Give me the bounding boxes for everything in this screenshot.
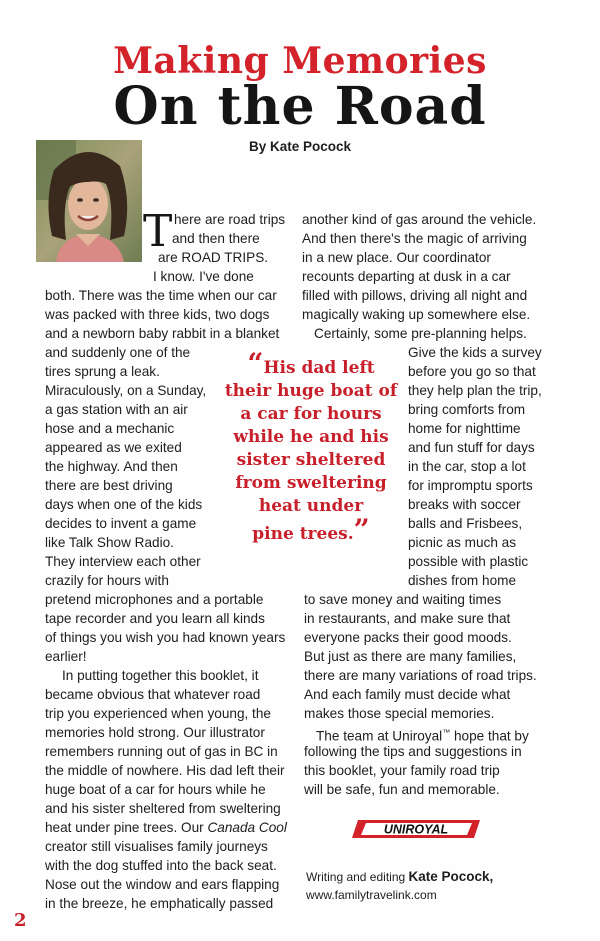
text-line: both. There was the time when our car (45, 288, 277, 303)
pull-quote-line: from sweltering (235, 473, 387, 493)
text-line: here are road trips (174, 212, 286, 227)
text-line: bring comforts from (408, 402, 526, 417)
text-line: earlier! (45, 649, 87, 664)
text-line: Nose out the window and ears flapping (45, 877, 280, 892)
text-line: recounts departing at dusk in a car (302, 269, 511, 284)
text-line: And then there's the magic of arriving (302, 231, 527, 246)
text-line: decides to invent a game (45, 516, 197, 531)
text-line: will be safe, fun and memorable. (304, 782, 500, 797)
text-line: hose and a mechanic (45, 421, 175, 436)
text-line: of things you wish you had known years (45, 630, 286, 645)
credits-name: Kate Pocock, (408, 869, 494, 884)
text-line: home for nighttime (408, 421, 521, 436)
text-line: the highway. And then (45, 459, 178, 474)
pull-quote-line: heat under (258, 496, 364, 516)
italic-title: Canada Cool (207, 820, 287, 835)
text-line: I know. I've done (153, 269, 254, 284)
uniroyal-logo-text: UNIROYAL (383, 822, 449, 837)
text-line: filled with pillows, driving all night and (302, 288, 528, 303)
byline: By Kate Pocock (248, 139, 352, 154)
text-line: and then there (172, 231, 260, 246)
text-line: the middle of nowhere. His dad left their (45, 763, 285, 778)
text-line: They interview each other (45, 554, 201, 569)
text-line: became obvious that whatever road (45, 687, 261, 702)
pull-quote-text: pine trees. (252, 524, 354, 544)
text-line: breaks with soccer (408, 497, 521, 512)
text-line: crazily for hours with (45, 573, 169, 588)
credits-label: Writing and editing (306, 870, 406, 884)
text-line: Give the kids a survey (408, 345, 542, 360)
text-line: Miraculously, on a Sunday, (45, 383, 207, 398)
text-line: a gas station with an air (45, 402, 188, 417)
text-line: balls and Frisbees, (408, 516, 523, 531)
pull-quote-line (218, 513, 404, 546)
text-line: trip you experienced when young, the (45, 706, 271, 721)
trademark-symbol: ™ (442, 728, 451, 737)
pull-quote-line: sister sheltered (236, 450, 386, 470)
text-line: And each family must decide what (304, 687, 511, 702)
pull-quote (218, 347, 404, 546)
close-quote-mark: ” (353, 513, 370, 546)
pull-quote-line: while he and his (233, 427, 389, 447)
headline-line1: Making Memories (113, 40, 487, 82)
pull-quote-line: a car for hours (240, 404, 382, 424)
credits-url: www.familytravelink.com (306, 888, 437, 902)
text-line (316, 723, 529, 742)
text-line: appeared as we exited (45, 440, 182, 455)
text-line: memories hold strong. Our illustrator (45, 725, 265, 740)
text-line: following the tips and suggestions in (304, 744, 522, 759)
text-line: huge boat of a car for hours while he (45, 782, 266, 797)
text-line: makes those special memories. (304, 706, 495, 721)
text-span: hope that by (450, 728, 529, 744)
text-line: for impromptu sports (408, 478, 533, 493)
text-line: Certainly, some pre-planning helps. (314, 326, 527, 341)
text-line: possible with plastic (408, 554, 529, 569)
text-line: and suddenly one of the (45, 345, 191, 360)
pull-quote-text: His dad left (263, 358, 375, 378)
text-line: tape recorder and you learn all kinds (45, 611, 265, 626)
text-line: are ROAD TRIPS. (158, 250, 269, 265)
uniroyal-logo (352, 818, 482, 840)
text-line: like Talk Show Radio. (45, 535, 174, 550)
text-line: and his sister sheltered from sweltering (45, 801, 281, 816)
pull-quote-line (218, 347, 404, 380)
text-line: in the breeze, he emphatically passed (45, 896, 274, 911)
text-line: this booklet, your family road trip (304, 763, 500, 778)
headline-line2: On the Road (113, 76, 487, 137)
text-line: to save money and waiting times (304, 592, 502, 607)
page-number: 2 (14, 910, 27, 931)
text-line: magically waking up somewhere else. (302, 307, 531, 322)
text-line: they help plan the trip, (408, 383, 542, 398)
text-line: in the car, stop a lot (408, 459, 526, 474)
credits-line (306, 868, 493, 886)
text-line: remembers running out of gas in BC in (45, 744, 278, 759)
credits (306, 868, 493, 904)
text-line: dishes from home (408, 573, 517, 588)
text-line: another kind of gas around the vehicle. (302, 212, 537, 227)
text-line: before you go so that (408, 364, 536, 379)
open-quote-mark: “ (247, 347, 264, 380)
pull-quote-line: their huge boat of (224, 381, 398, 401)
text-line: in restaurants, and make sure that (304, 611, 511, 626)
text-span: The team at Uniroyal (316, 728, 443, 744)
text-line: days when one of the kids (45, 497, 203, 512)
author-photo (36, 140, 142, 262)
text-line: tires sprung a leak. (45, 364, 160, 379)
text-line (45, 818, 287, 837)
text-line: In putting together this booklet, it (62, 668, 259, 683)
text-span: heat under pine trees. Our (45, 820, 204, 835)
text-line: pretend microphones and a portable (45, 592, 264, 607)
text-line: and a newborn baby rabbit in a blanket (45, 326, 280, 341)
drop-cap: T (143, 206, 173, 257)
text-line: there are best driving (45, 478, 173, 493)
text-line: in a new place. Our coordinator (302, 250, 491, 265)
text-line: was packed with three kids, two dogs (45, 307, 270, 322)
text-line: and fun stuff for days (408, 440, 535, 455)
text-line: But just as there are many families, (304, 649, 517, 664)
text-line: creator still visualises family journeys (45, 839, 268, 854)
text-line: everyone packs their good moods. (304, 630, 512, 645)
text-line: picnic as much as (408, 535, 517, 550)
text-line: with the dog stuffed into the back seat. (45, 858, 277, 873)
text-line: there are many variations of road trips. (304, 668, 537, 683)
